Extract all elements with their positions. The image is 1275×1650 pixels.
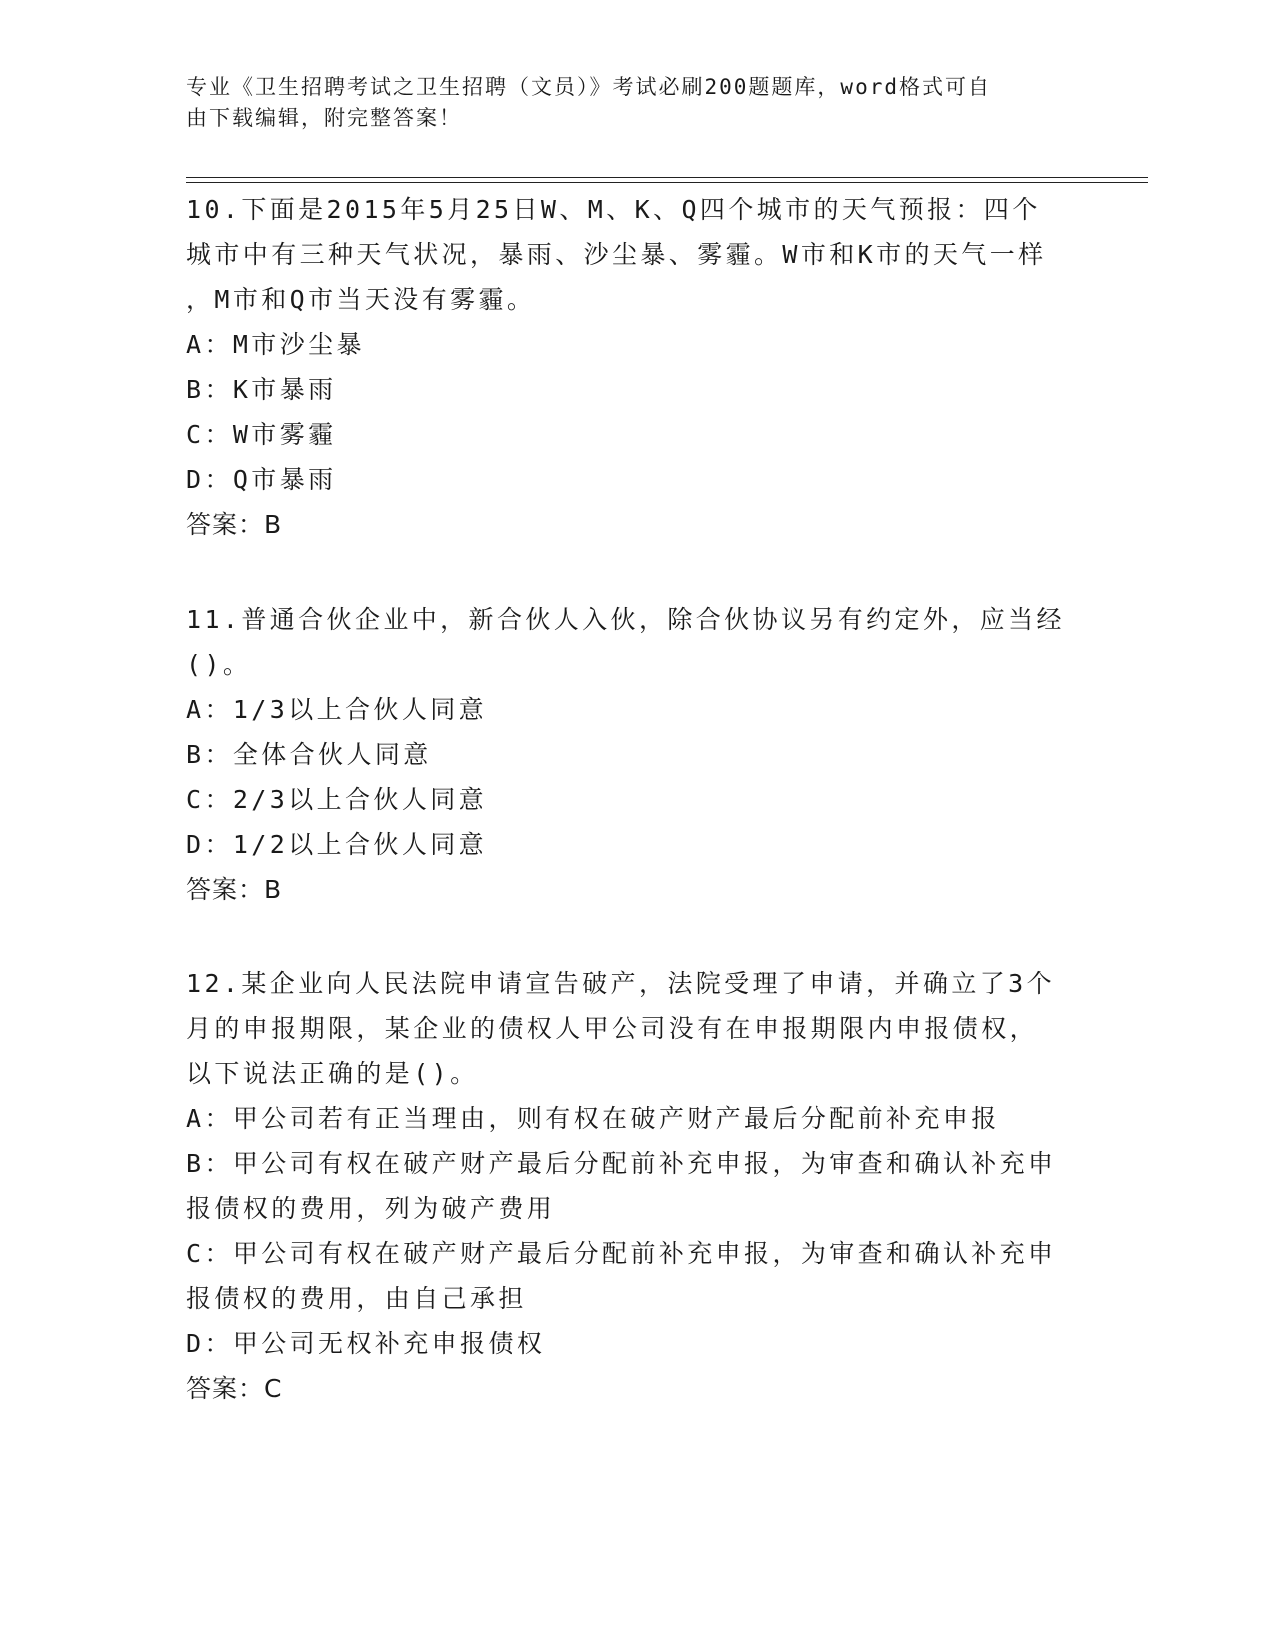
option-c	[186, 1231, 1086, 1276]
question-stem-line: ()。	[186, 650, 252, 679]
option-text: 甲公司有权在破产财产最后分配前补充申报，为审查和确认补充申	[232, 1239, 1057, 1268]
option-a	[186, 322, 1086, 367]
option-key: D：	[186, 830, 233, 859]
question-stem-line: 月的申报期限，某企业的债权人甲公司没有在申报期限内申报债权，	[186, 1014, 1039, 1043]
header-divider-top	[186, 177, 1148, 178]
option-key: D：	[186, 1329, 233, 1358]
option-text: M市沙尘暴	[232, 330, 365, 359]
option-b	[186, 732, 1086, 777]
option-b	[186, 1141, 1086, 1186]
option-text-continuation: 报债权的费用，由自己承担	[186, 1284, 527, 1313]
option-text: 1/2以上合伙人同意	[232, 830, 488, 859]
question-stem-line: 以下说法正确的是()。	[186, 1059, 479, 1088]
option-key: C：	[186, 420, 233, 449]
option-b	[186, 367, 1086, 412]
option-text: Q市暴雨	[232, 465, 337, 494]
option-text-continuation: 报债权的费用，列为破产费用	[186, 1194, 556, 1223]
option-key: B：	[186, 375, 233, 404]
option-text: 2/3以上合伙人同意	[232, 785, 488, 814]
question-11	[186, 597, 1086, 912]
option-key: B：	[186, 1149, 233, 1178]
question-stem-line: 12.某企业向人民法院申请宣告破产，法院受理了申请，并确立了3个	[186, 969, 1056, 998]
option-d	[186, 1321, 1086, 1366]
header-line-1: 专业《卫生招聘考试之卫生招聘（文员）》考试必刷200题题库，word格式可自	[186, 75, 991, 99]
option-key: A：	[186, 330, 233, 359]
answer-line: 答案：C	[186, 1374, 283, 1403]
document-header	[186, 72, 1066, 134]
option-key: A：	[186, 1104, 233, 1133]
option-key: C：	[186, 1239, 233, 1268]
option-key: D：	[186, 465, 233, 494]
option-c	[186, 777, 1086, 822]
answer-line: 答案：B	[186, 510, 283, 539]
option-text: K市暴雨	[232, 375, 337, 404]
question-stem-line: ，M市和Q市当天没有雾霾。	[186, 285, 536, 314]
option-d	[186, 822, 1086, 867]
option-c	[186, 412, 1086, 457]
option-key: B：	[186, 740, 233, 769]
option-key: C：	[186, 785, 233, 814]
question-stem-line: 城市中有三种天气状况，暴雨、沙尘暴、雾霾。W市和K市的天气一样	[186, 240, 1047, 269]
option-text: 甲公司有权在破产财产最后分配前补充申报，为审查和确认补充申	[232, 1149, 1057, 1178]
option-text: 甲公司若有正当理由，则有权在破产财产最后分配前补充申报	[232, 1104, 1000, 1133]
option-key: A：	[186, 695, 233, 724]
header-divider-bottom	[186, 182, 1148, 183]
answer-line: 答案：B	[186, 875, 283, 904]
question-stem-line: 11.普通合伙企业中，新合伙人入伙，除合伙协议另有约定外，应当经	[186, 605, 1065, 634]
header-line-2: 由下载编辑，附完整答案！	[186, 106, 462, 130]
option-d	[186, 457, 1086, 502]
option-a	[186, 687, 1086, 732]
option-text: 1/3以上合伙人同意	[232, 695, 488, 724]
question-stem-line: 10.下面是2015年5月25日W、M、K、Q四个城市的天气预报：四个	[186, 195, 1041, 224]
question-12	[186, 961, 1086, 1411]
option-text: 全体合伙人同意	[232, 740, 432, 769]
question-10	[186, 187, 1086, 547]
option-text: W市雾霾	[232, 420, 337, 449]
option-a	[186, 1096, 1086, 1141]
option-text: 甲公司无权补充申报债权	[232, 1329, 546, 1358]
